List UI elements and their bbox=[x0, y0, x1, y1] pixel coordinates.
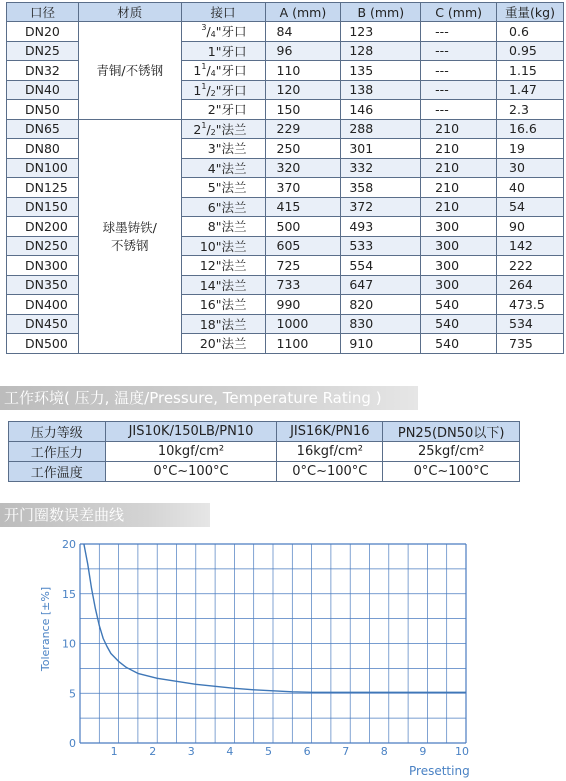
x-tick-label: 7 bbox=[342, 745, 350, 758]
y-tick-label: 5 bbox=[69, 687, 76, 701]
x-tick-label: 1 bbox=[110, 745, 118, 758]
y-tick-label: 15 bbox=[62, 587, 76, 601]
header-weight: 重量(kg) bbox=[497, 3, 564, 22]
tolerance-series-line bbox=[84, 544, 466, 692]
conn-whole: 1 bbox=[207, 43, 216, 59]
cell-connection bbox=[181, 256, 265, 276]
cell-c: 300 bbox=[421, 217, 497, 237]
cell-connection bbox=[181, 61, 265, 81]
conn-denominator: 4 bbox=[210, 30, 216, 40]
curve-section-title: 开门圈数误差曲线 bbox=[0, 503, 210, 527]
y-axis-label: Tolerance [±%] bbox=[39, 586, 52, 672]
cell-weight: 222 bbox=[497, 256, 564, 276]
cell-connection bbox=[181, 22, 265, 42]
cell-size: DN150 bbox=[7, 197, 79, 217]
cell-c: 210 bbox=[421, 139, 497, 159]
conn-type: "牙口 bbox=[215, 24, 247, 40]
conn-whole: 20 bbox=[199, 336, 216, 352]
cell-b: 533 bbox=[341, 236, 421, 256]
cell-connection bbox=[181, 178, 265, 198]
cell-size: DN100 bbox=[7, 158, 79, 178]
conn-numerator: 1 bbox=[201, 62, 207, 72]
y-tick-label: 20 bbox=[62, 538, 76, 551]
cell-weight: 54 bbox=[497, 197, 564, 217]
cell-b: 123 bbox=[341, 22, 421, 42]
conn-whole: 5 bbox=[207, 180, 216, 196]
cell-connection bbox=[181, 100, 265, 120]
conn-whole: 1 bbox=[193, 63, 202, 79]
cell-b: 820 bbox=[341, 295, 421, 315]
conn-whole: 2 bbox=[207, 102, 216, 118]
env-section-title: 工作环境( 压力, 温度/Pressure, Temperature Rating ) bbox=[0, 386, 418, 410]
cell-b: 372 bbox=[341, 197, 421, 217]
cell-a: 990 bbox=[265, 295, 341, 315]
cell-c: 210 bbox=[421, 119, 497, 139]
conn-numerator: 1 bbox=[201, 81, 207, 91]
conn-type: "法兰 bbox=[215, 297, 247, 313]
conn-whole: 12 bbox=[199, 258, 216, 274]
conn-type: "法兰 bbox=[215, 219, 247, 235]
cell-a: 229 bbox=[265, 119, 341, 139]
conn-slash: / bbox=[206, 121, 211, 137]
cell-weight: 264 bbox=[497, 275, 564, 295]
header-connection: 接口 bbox=[181, 3, 265, 22]
cell-c: 540 bbox=[421, 295, 497, 315]
cell-a: 1100 bbox=[265, 334, 341, 354]
cell-b: 830 bbox=[341, 314, 421, 334]
spec-header-row bbox=[7, 3, 564, 22]
header-material: 材质 bbox=[78, 3, 181, 22]
cell-b: 135 bbox=[341, 61, 421, 81]
conn-denominator: 4 bbox=[210, 69, 216, 79]
cell-c: 210 bbox=[421, 197, 497, 217]
conn-numerator: 3 bbox=[201, 23, 207, 33]
cell-size: DN80 bbox=[7, 139, 79, 159]
cell-size: DN25 bbox=[7, 41, 79, 61]
cell-material: 球墨铸铁/ 不锈钢 bbox=[78, 119, 181, 353]
cell-a: 110 bbox=[265, 61, 341, 81]
conn-denominator: 2 bbox=[210, 127, 216, 137]
x-axis-label: Presetting bbox=[409, 764, 470, 778]
cell-size: DN300 bbox=[7, 256, 79, 276]
conn-type: "牙口 bbox=[215, 43, 247, 59]
cell-a: 84 bbox=[265, 22, 341, 42]
conn-slash: / bbox=[206, 24, 211, 40]
cell-size: DN125 bbox=[7, 178, 79, 198]
conn-type: "法兰 bbox=[215, 258, 247, 274]
cell-c: 300 bbox=[421, 236, 497, 256]
tolerance-chart bbox=[0, 528, 566, 781]
env-header-jis16k: JIS16K/PN16 bbox=[277, 422, 383, 442]
x-tick-label: 4 bbox=[226, 745, 234, 758]
cell-connection bbox=[181, 41, 265, 61]
conn-type: "法兰 bbox=[215, 336, 247, 352]
conn-slash: / bbox=[206, 63, 211, 79]
cell-c: --- bbox=[421, 100, 497, 120]
cell-b: 647 bbox=[341, 275, 421, 295]
cell-size: DN50 bbox=[7, 100, 79, 120]
cell-b: 301 bbox=[341, 139, 421, 159]
cell-size: DN20 bbox=[7, 22, 79, 42]
cell-b: 128 bbox=[341, 41, 421, 61]
cell-a: 1000 bbox=[265, 314, 341, 334]
cell-weight: 19 bbox=[497, 139, 564, 159]
cell-connection bbox=[181, 334, 265, 354]
cell-size: DN65 bbox=[7, 119, 79, 139]
x-tick-label: 10 bbox=[455, 745, 469, 758]
cell-connection bbox=[181, 314, 265, 334]
cell-b: 554 bbox=[341, 256, 421, 276]
spec-body bbox=[7, 22, 564, 354]
x-tick-label: 5 bbox=[265, 745, 272, 758]
cell-connection bbox=[181, 275, 265, 295]
cell-c: 540 bbox=[421, 334, 497, 354]
cell-a: 725 bbox=[265, 256, 341, 276]
cell-c: 540 bbox=[421, 314, 497, 334]
chart-grid bbox=[80, 544, 466, 743]
cell-connection bbox=[181, 217, 265, 237]
cell-material: 青铜/不锈钢 bbox=[78, 22, 181, 120]
cell-c: --- bbox=[421, 41, 497, 61]
env-value: 10kgf/cm² bbox=[105, 442, 277, 462]
conn-type: "法兰 bbox=[215, 238, 247, 254]
cell-a: 605 bbox=[265, 236, 341, 256]
cell-connection bbox=[181, 197, 265, 217]
env-value: 0°C~100°C bbox=[277, 462, 383, 482]
conn-whole: 1 bbox=[193, 82, 202, 98]
conn-type: "法兰 bbox=[215, 121, 247, 137]
conn-slash: / bbox=[206, 82, 211, 98]
cell-size: DN400 bbox=[7, 295, 79, 315]
header-b: B (mm) bbox=[341, 3, 421, 22]
env-label: 工作压力 bbox=[9, 442, 106, 462]
cell-connection bbox=[181, 119, 265, 139]
conn-whole: 3 bbox=[207, 141, 216, 157]
cell-connection bbox=[181, 80, 265, 100]
conn-whole: 6 bbox=[207, 199, 216, 215]
cell-c: --- bbox=[421, 22, 497, 42]
conn-whole: 8 bbox=[207, 219, 216, 235]
cell-connection bbox=[181, 158, 265, 178]
cell-c: 210 bbox=[421, 158, 497, 178]
conn-type: "牙口 bbox=[215, 102, 247, 118]
cell-weight: 30 bbox=[497, 158, 564, 178]
conn-type: "法兰 bbox=[215, 141, 247, 157]
env-value: 25kgf/cm² bbox=[383, 442, 520, 462]
cell-a: 320 bbox=[265, 158, 341, 178]
cell-size: DN350 bbox=[7, 275, 79, 295]
conn-whole: 4 bbox=[207, 160, 216, 176]
env-row-temperature bbox=[9, 462, 520, 482]
env-table bbox=[8, 421, 520, 482]
cell-b: 358 bbox=[341, 178, 421, 198]
cell-weight: 2.3 bbox=[497, 100, 564, 120]
conn-denominator: 2 bbox=[210, 88, 216, 98]
cell-weight: 142 bbox=[497, 236, 564, 256]
cell-weight: 473.5 bbox=[497, 295, 564, 315]
cell-c: --- bbox=[421, 61, 497, 81]
cell-size: DN500 bbox=[7, 334, 79, 354]
cell-b: 138 bbox=[341, 80, 421, 100]
cell-b: 146 bbox=[341, 100, 421, 120]
conn-type: "牙口 bbox=[215, 63, 247, 79]
env-label: 工作温度 bbox=[9, 462, 106, 482]
conn-whole: 14 bbox=[199, 277, 216, 293]
conn-type: "法兰 bbox=[215, 277, 247, 293]
conn-numerator: 1 bbox=[201, 120, 207, 130]
cell-b: 493 bbox=[341, 217, 421, 237]
cell-a: 150 bbox=[265, 100, 341, 120]
spec-table bbox=[6, 2, 564, 354]
env-row-pressure bbox=[9, 442, 520, 462]
cell-a: 415 bbox=[265, 197, 341, 217]
cell-weight: 40 bbox=[497, 178, 564, 198]
cell-weight: 0.95 bbox=[497, 41, 564, 61]
header-c: C (mm) bbox=[421, 3, 497, 22]
cell-a: 500 bbox=[265, 217, 341, 237]
conn-type: "法兰 bbox=[215, 160, 247, 176]
env-header-row bbox=[9, 422, 520, 442]
cell-weight: 534 bbox=[497, 314, 564, 334]
cell-weight: 1.47 bbox=[497, 80, 564, 100]
x-tick-label: 3 bbox=[187, 745, 195, 758]
header-a: A (mm) bbox=[265, 3, 341, 22]
cell-size: DN250 bbox=[7, 236, 79, 256]
y-tick-label: 0 bbox=[69, 737, 76, 750]
x-tick-label: 6 bbox=[303, 745, 311, 758]
conn-whole: 16 bbox=[199, 297, 216, 313]
conn-whole: 10 bbox=[199, 238, 216, 254]
cell-a: 96 bbox=[265, 41, 341, 61]
cell-c: --- bbox=[421, 80, 497, 100]
env-header-jis10k: JIS10K/150LB/PN10 bbox=[105, 422, 277, 442]
cell-connection bbox=[181, 236, 265, 256]
conn-type: "牙口 bbox=[215, 82, 247, 98]
conn-type: "法兰 bbox=[215, 316, 247, 332]
x-tick-label: 2 bbox=[149, 745, 157, 758]
cell-a: 733 bbox=[265, 275, 341, 295]
conn-type: "法兰 bbox=[215, 180, 247, 196]
conn-whole: 18 bbox=[199, 316, 216, 332]
conn-type: "法兰 bbox=[215, 199, 247, 215]
cell-a: 120 bbox=[265, 80, 341, 100]
cell-connection bbox=[181, 295, 265, 315]
cell-b: 288 bbox=[341, 119, 421, 139]
x-tick-label: 8 bbox=[380, 745, 388, 758]
conn-whole: 2 bbox=[193, 121, 202, 137]
cell-weight: 16.6 bbox=[497, 119, 564, 139]
env-value: 0°C~100°C bbox=[105, 462, 277, 482]
cell-size: DN200 bbox=[7, 217, 79, 237]
cell-weight: 0.6 bbox=[497, 22, 564, 42]
cell-size: DN450 bbox=[7, 314, 79, 334]
env-value: 0°C~100°C bbox=[383, 462, 520, 482]
cell-weight: 1.15 bbox=[497, 61, 564, 81]
cell-b: 332 bbox=[341, 158, 421, 178]
cell-weight: 735 bbox=[497, 334, 564, 354]
cell-a: 250 bbox=[265, 139, 341, 159]
header-size: 口径 bbox=[7, 3, 79, 22]
env-value: 16kgf/cm² bbox=[277, 442, 383, 462]
x-tick-label: 9 bbox=[419, 745, 427, 758]
y-tick-label: 10 bbox=[62, 637, 76, 651]
spec-row bbox=[7, 119, 564, 139]
cell-a: 370 bbox=[265, 178, 341, 198]
cell-size: DN40 bbox=[7, 80, 79, 100]
cell-b: 910 bbox=[341, 334, 421, 354]
env-header-pn25: PN25(DN50以下) bbox=[383, 422, 520, 442]
spec-row bbox=[7, 22, 564, 42]
cell-c: 210 bbox=[421, 178, 497, 198]
cell-size: DN32 bbox=[7, 61, 79, 81]
cell-c: 300 bbox=[421, 256, 497, 276]
cell-weight: 90 bbox=[497, 217, 564, 237]
cell-c: 300 bbox=[421, 275, 497, 295]
cell-connection bbox=[181, 139, 265, 159]
env-header-grade: 压力等级 bbox=[9, 422, 106, 442]
